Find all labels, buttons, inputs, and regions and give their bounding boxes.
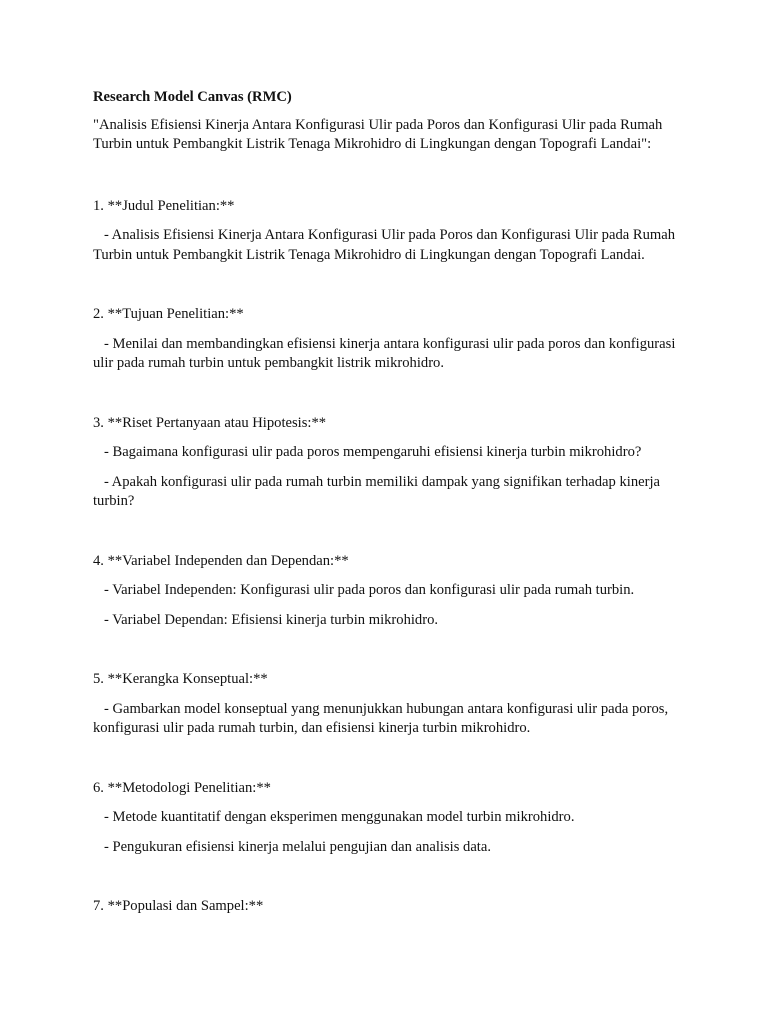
section-heading: 3. **Riset Pertanyaan atau Hipotesis:** [93,414,327,431]
section-riset-pertanyaan [93,414,693,512]
section-variabel [93,552,693,631]
section-item: - Apakah konfigurasi ulir pada rumah turbin memiliki dampak yang signifikan terhadap kinerja turbin? [93,473,664,509]
section-item: - Variabel Dependan: Efisiensi kinerja turbin mikrohidro. [93,611,439,628]
section-item: - Bagaimana konfigurasi ulir pada poros mempengaruhi efisiensi kinerja turbin mikrohidro? [93,444,642,460]
document-intro: "Analisis Efisiensi Kinerja Antara Konfigurasi Ulir pada Poros dan Konfigurasi Ulir pada Rumah Turbin untuk Pembangkit Listrik Tenaga Mikrohidro di Lingkungan dengan Topografi Landai": [93,116,663,152]
section-tujuan-penelitian [93,305,693,374]
section-judul-penelitian [93,197,693,266]
section-metodologi [93,779,693,858]
section-heading: 1. **Judul Penelitian:** [93,197,235,214]
section-item: - Pengukuran efisiensi kinerja melalui pengujian dan analisis data. [93,838,491,855]
section-populasi-sampel [93,897,693,917]
section-item: - Gambarkan model konseptual yang menunjukkan hubungan antara konfigurasi ulir pada poros, konfigurasi ulir pada rumah turbin, dan efisiensi kinerja turbin mikrohidro. [93,700,672,736]
section-kerangka-konseptual [93,670,693,739]
section-item: - Analisis Efisiensi Kinerja Antara Konfigurasi Ulir pada Poros dan Konfigurasi Ulir pada Rumah Turbin untuk Pembangkit Listrik Tenaga Mikrohidro di Lingkungan dengan Topografi Landai. [93,227,679,263]
section-item: - Menilai dan membandingkan efisiensi kinerja antara konfigurasi ulir pada poros dan konfigurasi ulir pada rumah turbin untuk pembangkit listrik mikrohidro. [93,335,680,371]
document-title: Research Model Canvas (RMC) [93,89,292,105]
section-heading: 5. **Kerangka Konseptual:** [93,671,268,687]
section-heading: 4. **Variabel Independen dan Dependan:** [93,552,349,569]
section-heading: 6. **Metodologi Penelitian:** [93,779,271,796]
section-item: - Metode kuantitatif dengan eksperimen menggunakan model turbin mikrohidro. [93,809,575,825]
section-item: - Variabel Independen: Konfigurasi ulir pada poros dan konfigurasi ulir pada rumah turbin. [93,582,635,598]
section-heading: 2. **Tujuan Penelitian:** [93,306,244,322]
document-page [93,88,693,957]
section-heading: 7. **Populasi dan Sampel:** [93,898,264,914]
